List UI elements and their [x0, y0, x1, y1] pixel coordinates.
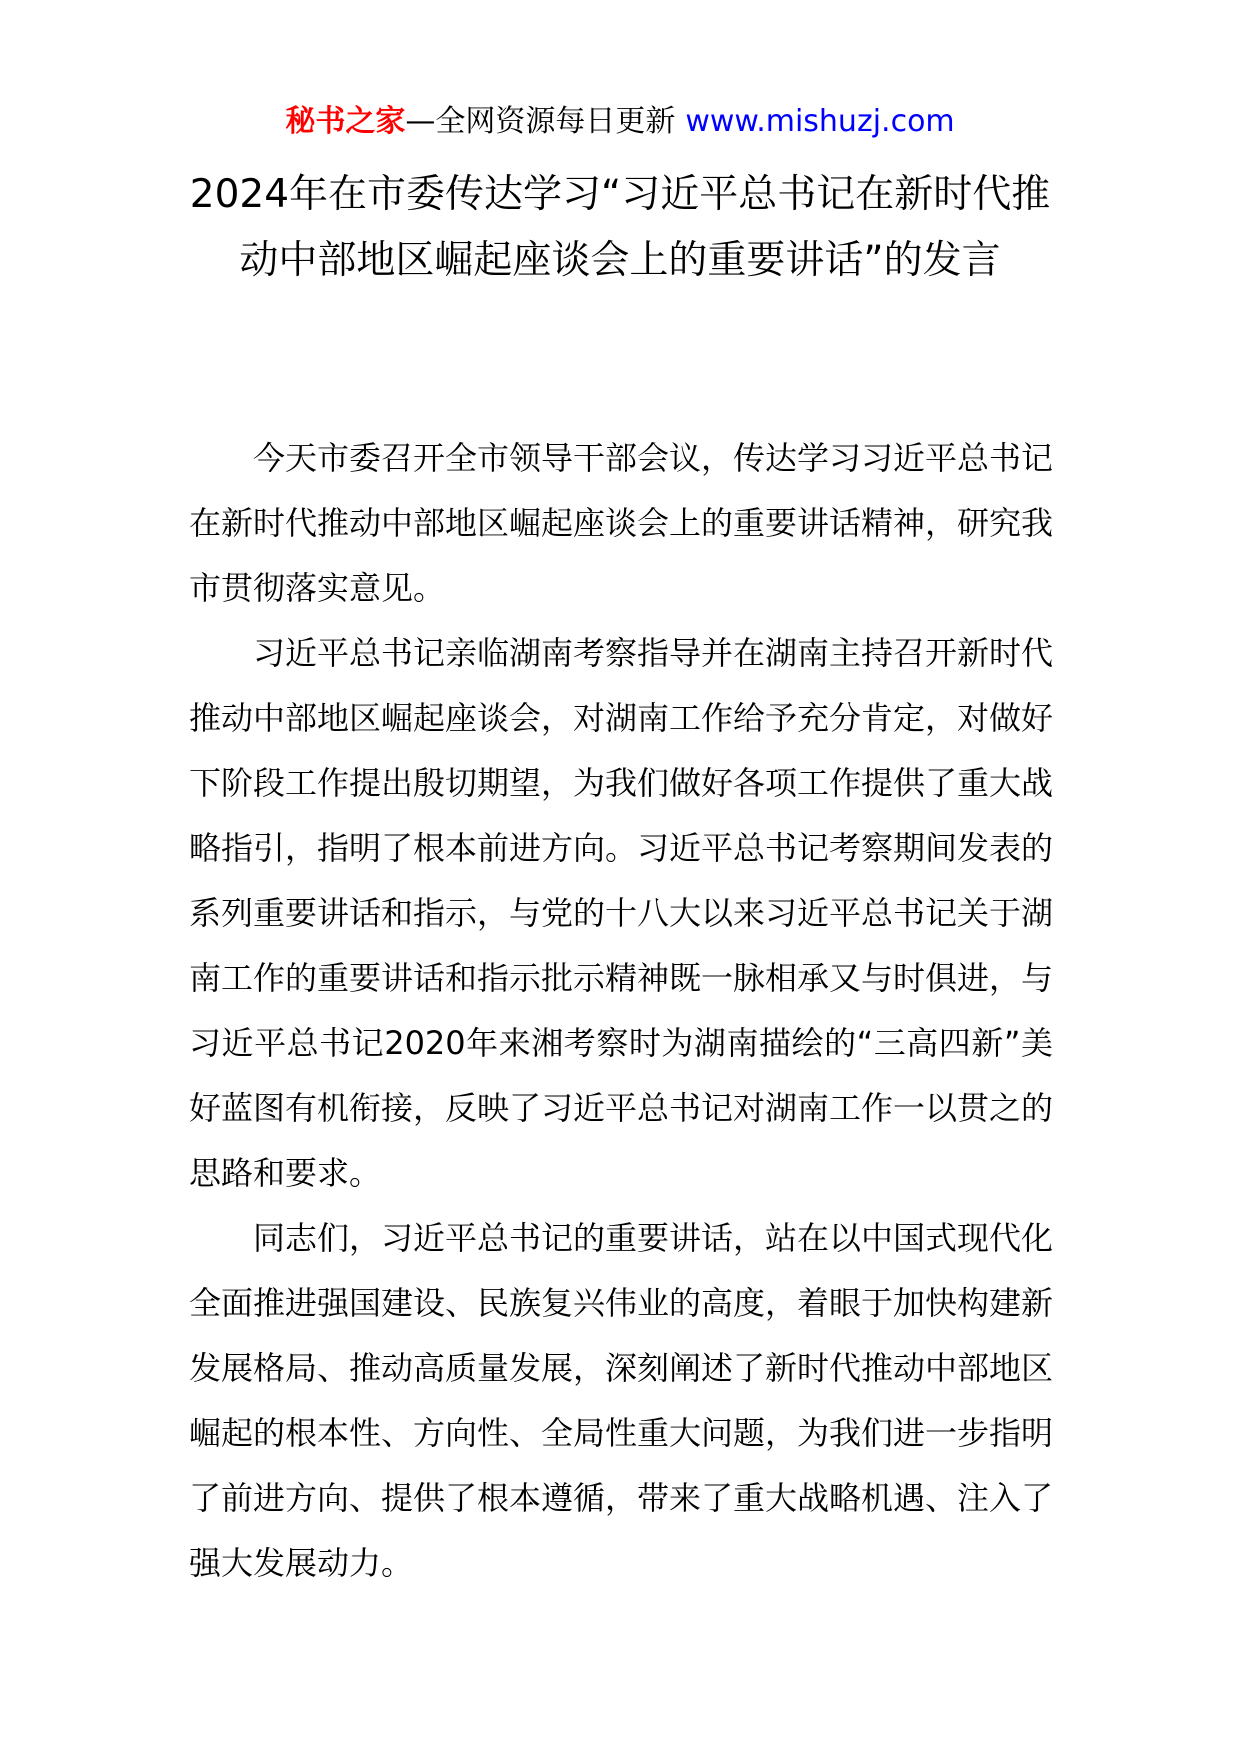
paragraph-2: 习近平总书记亲临湖南考察指导并在湖南主持召开新时代推动中部地区崛起座谈会，对湖南工作给予充分肯定，对做好下阶段工作提出殷切期望，为我们做好各项工作提供了重大战略指引，指明了根本前进方向。习近平总书记考察期间发表的系列重要讲话和指示，与党的十八大以来习近平总书记关于湖南工作的重要讲话和指示批示精神既一脉相承又与时俱进，与习近平总书记2020年来湘考察时为湖南描绘的“三高四新”美好蓝图有机衔接，反映了习近平总书记对湖南工作一以贯之的思路和要求。	[189, 634, 1054, 1192]
document-body	[189, 426, 1053, 1596]
paragraph-3: 同志们，习近平总书记的重要讲话，站在以中国式现代化全面推进强国建设、民族复兴伟业的高度，着眼于加快构建新发展格局、推动高质量发展，深刻阐述了新时代推动中部地区崛起的根本性、方向性、全局性重大问题，为我们进一步指明了前进方向、提供了根本遵循，带来了重大战略机遇、注入了强大发展动力。	[189, 1219, 1054, 1582]
header-tagline: —全网资源每日更新	[405, 104, 676, 139]
site-url-link[interactable]: www.mishuzj.com	[685, 104, 955, 139]
brand-name: 秘书之家	[285, 104, 406, 139]
document-title: 2024年在市委传达学习“习近平总书记在新时代推动中部地区崛起座谈会上的重要讲话”的发言	[189, 172, 1051, 283]
paragraph-1: 今天市委召开全市领导干部会议，传达学习习近平总书记在新时代推动中部地区崛起座谈会上的重要讲话精神，研究我市贯彻落实意见。	[189, 439, 1054, 607]
site-header	[0, 100, 1240, 144]
